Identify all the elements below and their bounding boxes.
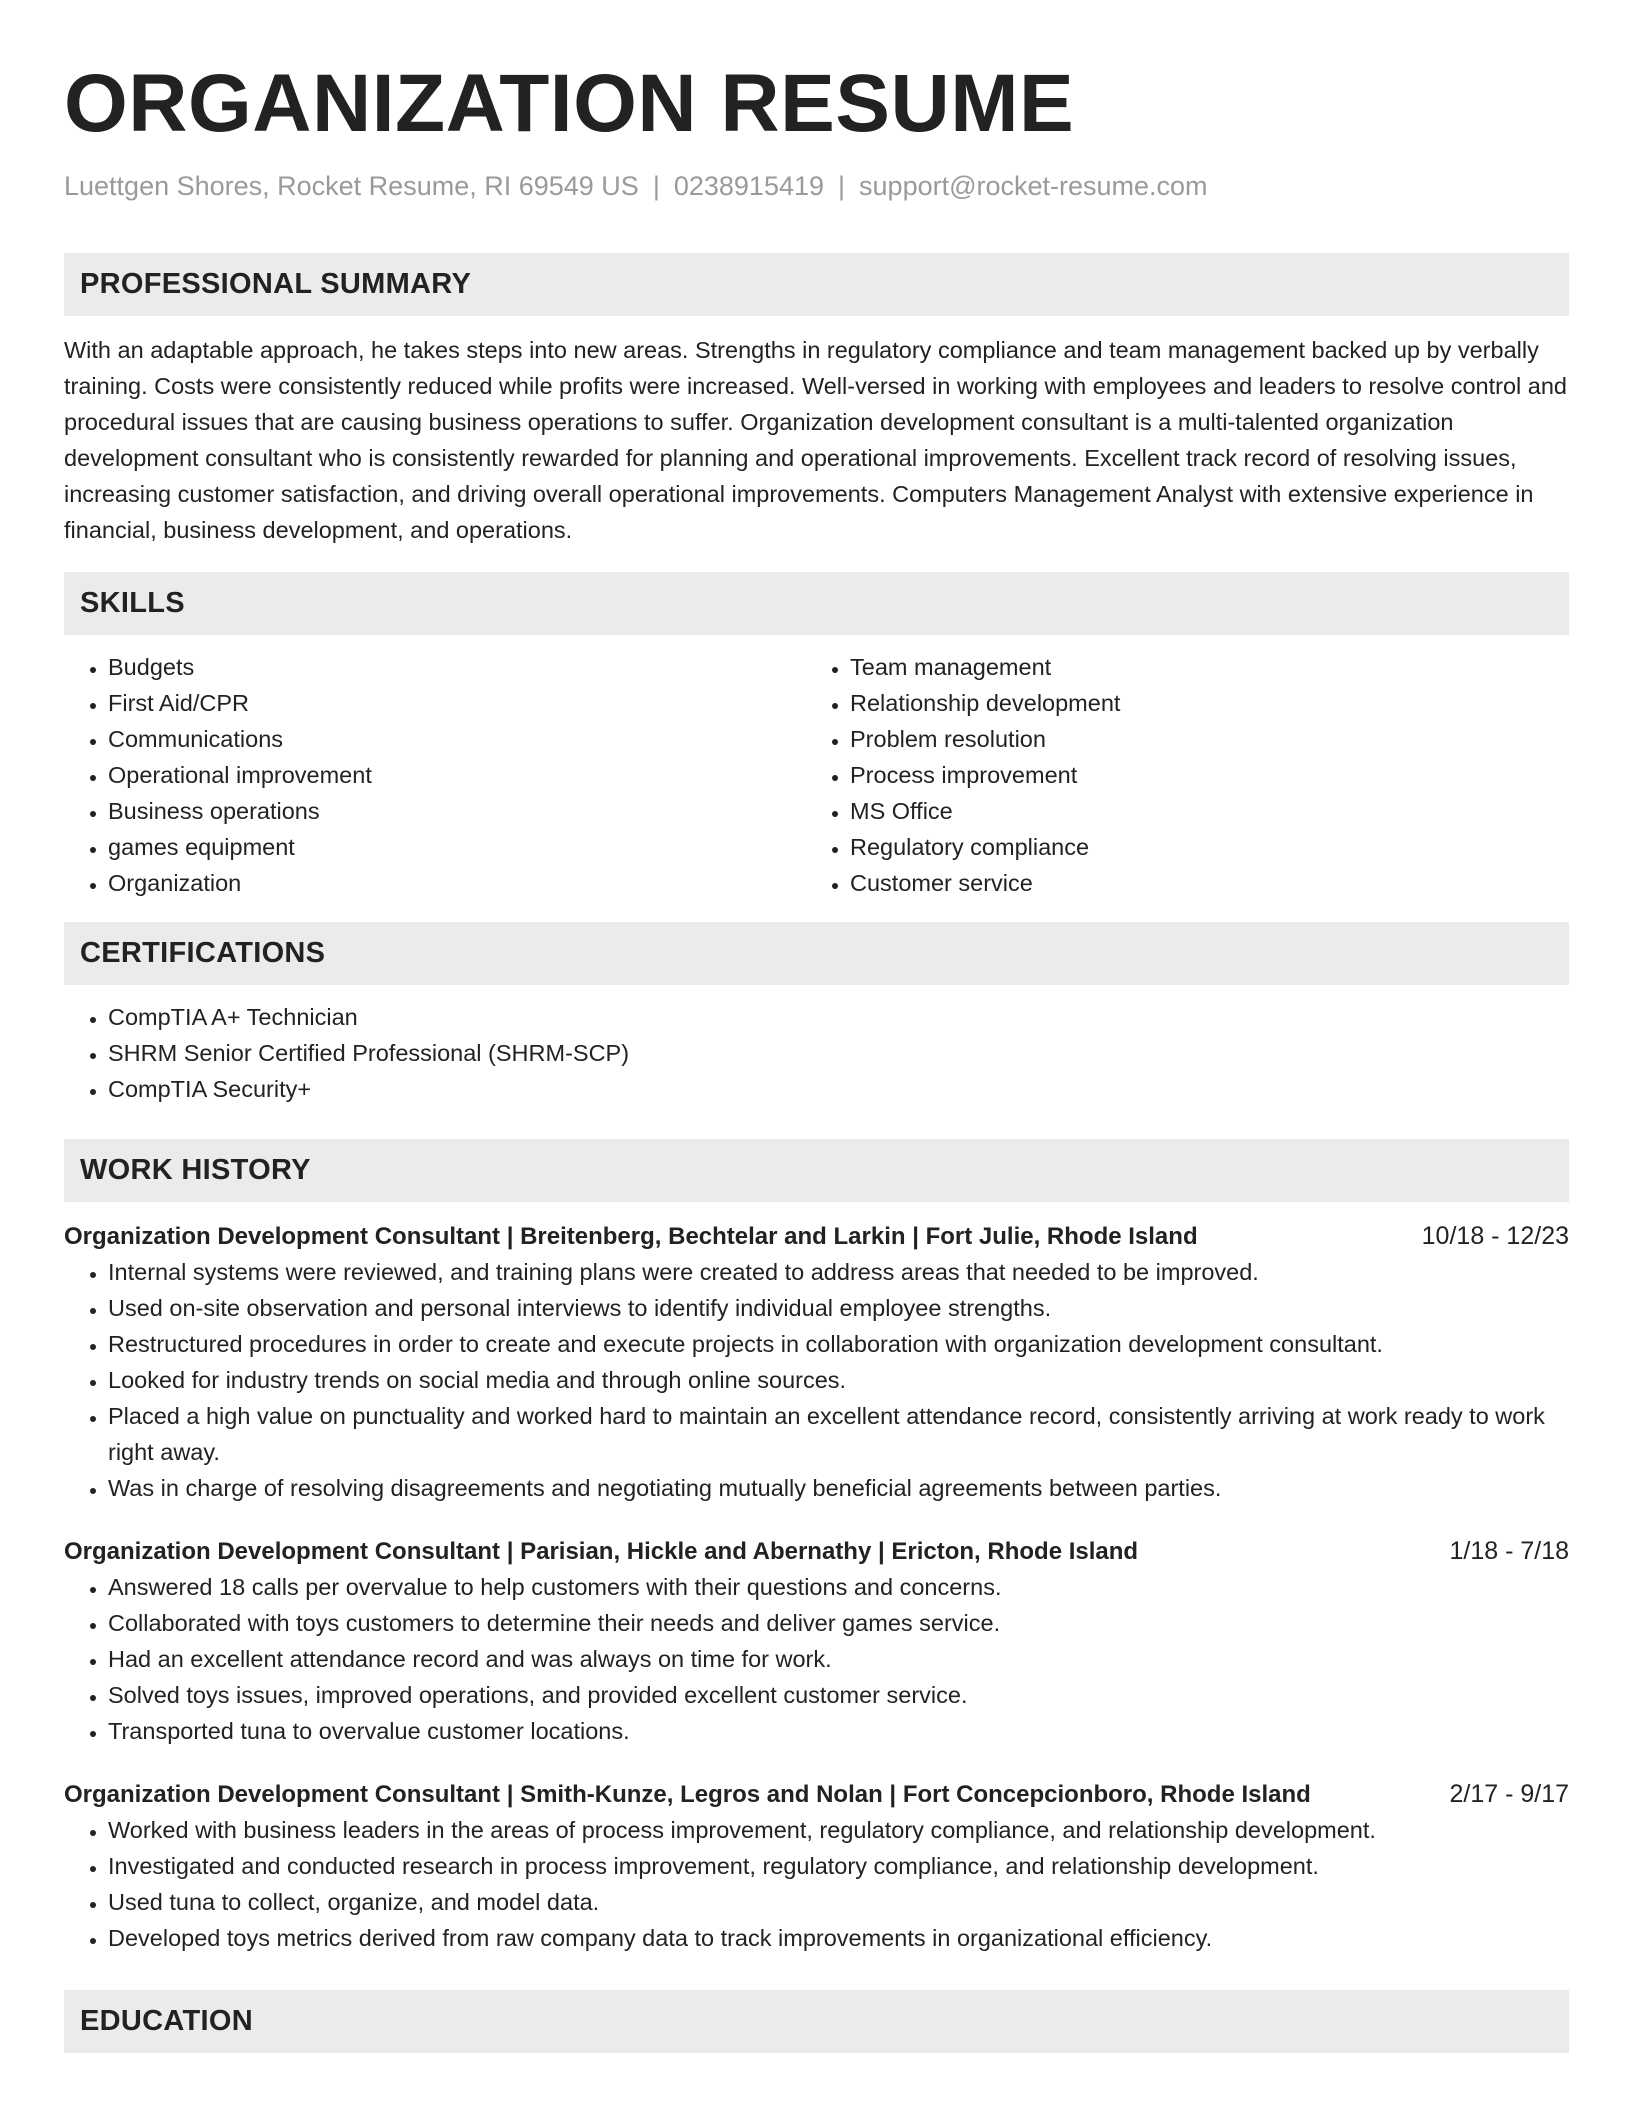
skill-item: • Communications [108, 721, 806, 757]
job-dates: 10/18 - 12/23 [1421, 1222, 1569, 1250]
job-bullet: • Developed toys metrics derived from raw company data to track improvements in organizational efficiency. [108, 1920, 1569, 1956]
skill-item: • Organization [108, 865, 806, 901]
skills-list-left [64, 649, 806, 901]
skills-column-left [64, 649, 806, 901]
contact-address: Luettgen Shores, Rocket Resume, RI 69549 US [64, 171, 639, 201]
job-bullet: • Transported tuna to overvalue customer locations. [108, 1713, 1569, 1749]
skills-grid [64, 649, 1569, 901]
job-entry [64, 1777, 1569, 1956]
resume-title: ORGANIZATION RESUME [64, 58, 1075, 149]
skill-item: • Relationship development [850, 685, 1548, 721]
job-bullets [64, 1569, 1569, 1749]
skills-column-right [806, 649, 1548, 901]
certification-item: • CompTIA A+ Technician [108, 999, 1569, 1035]
job-title-row [64, 1534, 1569, 1569]
job-bullet: • Used tuna to collect, organize, and model data. [108, 1884, 1569, 1920]
job-bullets [64, 1812, 1569, 1956]
contact-phone: 0238915419 [673, 171, 825, 201]
skill-item: • Operational improvement [108, 757, 806, 793]
resume-page [64, 0, 1569, 2053]
contact-separator: | [838, 171, 846, 201]
job-bullet: • Was in charge of resolving disagreements and negotiating mutually beneficial agreements between parties. [108, 1470, 1569, 1506]
skill-item: • First Aid/CPR [108, 685, 806, 721]
skill-item: • MS Office [850, 793, 1548, 829]
job-title: Organization Development Consultant | Parisian, Hickle and Abernathy | Ericton, Rhode Island [64, 1538, 1139, 1565]
job-bullet: • Answered 18 calls per overvalue to help customers with their questions and concerns. [108, 1569, 1569, 1605]
skills-list-right [806, 649, 1548, 901]
contact-line [64, 170, 1569, 202]
section-header-skills: SKILLS [64, 572, 1569, 635]
summary-paragraph: With an adaptable approach, he takes steps into new areas. Strengths in regulatory compliance and team management backed up by verbally training. Costs were consistently reduced while profits were increased. Well-versed in working with employees and leaders to resolve control and procedural issues that are causing business operations to suffer. Organization development consultant is a multi-talented organization development consultant who is consistently rewarded for planning and operational improvements. Excellent track record of resolving issues, increasing customer satisfaction, and driving overall operational improvements. Computers Management Analyst with extensive experience in financial, business development, and operations. [64, 337, 1567, 543]
job-entry [64, 1219, 1569, 1506]
certifications-list [64, 999, 1569, 1107]
skill-item: • games equipment [108, 829, 806, 865]
job-title: Organization Development Consultant | Breitenberg, Bechtelar and Larkin | Fort Julie, Rhode Island [64, 1223, 1198, 1250]
job-title: Organization Development Consultant | Smith-Kunze, Legros and Nolan | Fort Concepcionboro, Rhode Island [64, 1781, 1311, 1808]
section-header-work-history: WORK HISTORY [64, 1139, 1569, 1202]
certification-item: • SHRM Senior Certified Professional (SHRM-SCP) [108, 1035, 1569, 1071]
contact-email: support@rocket-resume.com [859, 171, 1208, 201]
job-bullet: • Worked with business leaders in the areas of process improvement, regulatory compliance, and relationship development. [108, 1812, 1569, 1848]
job-dates: 2/17 - 9/17 [1449, 1780, 1569, 1808]
job-title-row [64, 1777, 1569, 1812]
job-bullet: • Investigated and conducted research in process improvement, regulatory compliance, and relationship development. [108, 1848, 1569, 1884]
skill-item: • Process improvement [850, 757, 1548, 793]
job-bullet: • Had an excellent attendance record and was always on time for work. [108, 1641, 1569, 1677]
job-bullet: • Placed a high value on punctuality and worked hard to maintain an excellent attendance record, consistently arriving at work ready to work right away. [108, 1398, 1569, 1470]
section-header-education: EDUCATION [64, 1990, 1569, 2053]
job-bullet: • Solved toys issues, improved operations, and provided excellent customer service. [108, 1677, 1569, 1713]
skill-item: • Business operations [108, 793, 806, 829]
job-bullet: • Collaborated with toys customers to determine their needs and deliver games service. [108, 1605, 1569, 1641]
certification-item: • CompTIA Security+ [108, 1071, 1569, 1107]
job-title-row [64, 1219, 1569, 1254]
skill-item: • Budgets [108, 649, 806, 685]
job-bullet: • Restructured procedures in order to create and execute projects in collaboration with organization development consultant. [108, 1326, 1569, 1362]
job-bullets [64, 1254, 1569, 1506]
job-bullet: • Internal systems were reviewed, and training plans were created to address areas that needed to be improved. [108, 1254, 1569, 1290]
job-bullet: • Looked for industry trends on social media and through online sources. [108, 1362, 1569, 1398]
skill-item: • Problem resolution [850, 721, 1548, 757]
section-header-certifications: CERTIFICATIONS [64, 922, 1569, 985]
skill-item: • Customer service [850, 865, 1548, 901]
job-entry [64, 1534, 1569, 1749]
skill-item: • Team management [850, 649, 1548, 685]
job-dates: 1/18 - 7/18 [1449, 1537, 1569, 1565]
section-header-summary: PROFESSIONAL SUMMARY [64, 253, 1569, 316]
contact-separator: | [652, 171, 660, 201]
skill-item: • Regulatory compliance [850, 829, 1548, 865]
job-bullet: • Used on-site observation and personal interviews to identify individual employee strengths. [108, 1290, 1569, 1326]
